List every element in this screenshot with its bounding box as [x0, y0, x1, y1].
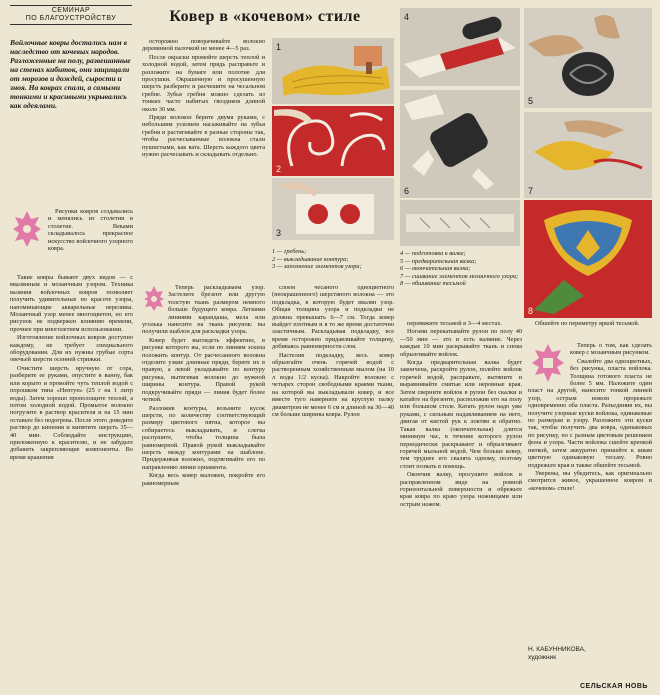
paragraph: Свалейте два одноцветных, без рисунка, пласта войлока. Толщина готового пласта не более 5 мм. Наложите один пласт на другой, нанесите тонкой линией узор, острым ножом прорежьте одновременно оба пласта. Разъединив их, вы получите узорные куски войлока, одинаковые по размерам и узору. Разложите эти куски так, чтобы получить два ковра, одинаковых по рисунку, но с разным цветовым решением фона и узора. Части войлока сшейте крепкой ниткой, затем аккуратно пришейте к швам цветную одинаковую тесьму. Ровно подрежьте края и также обшейте тесьмой.	[528, 357, 652, 469]
svg-text:2: 2	[276, 164, 282, 174]
legend-item: 4 — подготовка к валке;	[400, 250, 466, 257]
figure-4-roll-preparation	[400, 8, 520, 86]
paragraph: Ковер будет выглядеть эффектнее, в рисунке которого вы, если по линиям эскиза положить контур. От расчесанного волокна отделите узкие длинные пряди, берите их в правую, а левой укладывайте по контуру рисунка, вытягивая волокно до нужной ширины контура. Правой рукой подкручивайте пряди — линия будет более четкой.	[142, 336, 265, 404]
svg-text:7: 7	[528, 186, 534, 196]
figure-6-final-felting	[400, 90, 520, 198]
legend-left	[272, 248, 394, 271]
paragraph: Рисунки ковров создавались и менялись из столетия в столетие. Веками складывалось прекрасное искусство войлочного узорного ковра.	[48, 208, 133, 253]
legend-item: 2 — выкладывание контура;	[272, 255, 349, 263]
legend-right	[400, 250, 522, 288]
svg-text:8: 8	[528, 306, 534, 316]
figure-1-comb	[272, 38, 394, 104]
pink-ornament-icon	[10, 208, 44, 250]
figure-2-contour	[272, 106, 394, 176]
figure-3-fill-pattern	[272, 178, 394, 240]
article-title: Ковер в «кочевом» стиле	[169, 8, 361, 25]
text-column-1a	[48, 208, 133, 272]
paragraph: перевяжите тесьмой в 3—4 местах.	[407, 320, 502, 327]
legend-item: 7 — сшивание элементов мозаичного узора;	[400, 272, 519, 280]
legend-item: 5 — предварительная валка;	[400, 257, 477, 265]
paragraph: После окраски промойте шерсть теплой и холодной водой, затем прядь расправьте и разложите на бумаге или полотне для просушки. Окрашенную и просушенную шерсть разберите и расчешите на чесальном гребне. Зубья гребня можно сделать из тонких часто набитых гвоздиков длиной около 30 мм.	[142, 53, 265, 113]
paragraph: Такие ковры бывают двух видов — с ввалянным и мозаичным узором. Техника валяния войлочных ковров позволяет получить удивительные по красоте узоры, напоминающие акварельные переливы. Мозаичный узор менее многоцветен, но его рисунок не подвержен влиянию времени, прочнее при многолетнем использовании.	[10, 274, 133, 333]
figure-felt-tools	[400, 200, 520, 246]
legend-item: 8 — обшивание тесьмой	[400, 280, 466, 288]
paragraph: Когда весь ковер выложен, покройте его равномерным	[142, 472, 265, 487]
svg-text:5: 5	[528, 96, 534, 106]
paragraph: Окончив валку, просушите войлок в расправленном виде на ровной горизонтальной поверхности и обрежьте края ковра по краю узора ножницами или острым ножом.	[400, 471, 522, 508]
svg-text:6: 6	[404, 186, 410, 196]
paragraph: Ногами перекатывайте рулон по полу 40—50 мин — это и есть валяние. Через каждые 10 мин раскрывайте ткань и снова обрызгивайте войлок.	[400, 328, 522, 358]
paragraph: Уверены, вы убедитесь, как оригинально смотрится живое, украшенное ковром в «кочевом» стиле!	[528, 469, 652, 492]
legend-item: 1 — гребень;	[272, 248, 307, 255]
paragraph: Пряди волокон берите двумя руками, с небольшим усилием насаживайте на зубья гребня и растягивайте в разные стороны так, чтобы расчесываемые волокна стали пушистыми, как вата. Шерсть каждого цвета нужно расчесывать и складывать отдельно.	[142, 114, 265, 159]
text-column-5a	[528, 320, 652, 338]
text-column-1b	[10, 274, 133, 694]
text-column-2b	[142, 284, 265, 694]
svg-text:3: 3	[276, 228, 282, 238]
paragraph: Теперь о том, как сделать ковер с мозаичным рисунком.	[570, 342, 652, 357]
svg-text:4: 4	[404, 12, 410, 22]
paragraph: слоем чесаного одноцветного (неокрашенного) шерстяного волокна — это подкладка, в которую будет ввалян узор. Общая толщина узора и подкладки не должна превышать 6—7 см. Тогда ковер выйдет плотным и в то же время достаточно эластичным. Раскладывая подкладку, все время осторожно придавливайте толщину, добиваясь равномерности слоя.	[272, 284, 394, 351]
text-column-4	[400, 320, 522, 694]
paragraph: Разложив контуры, возьмите кусок шерсти, по количеству соответствующий размеру цветового пятна, которое вы собираетесь выкладывать, и слегка распушите, чтобы толщина была равномерной. Правой рукой выкладывайте шерсть между контурами на шаблоне. Придерживая волокно, подтягивайте его по направлению линии орнамента.	[142, 404, 265, 471]
paragraph: Очистите шерсть вручную от сора, разберите ее руками, опустите в ванну, бак или корыто и промойте чуть теплой водой с порошком типа «Нептун» (25 г на 1 литр воды). Затем хорошо прополощите теплой, а потом холодной водой. Промытое волокно погрузите в раствор красителя и на 15 мин оставьте без подогрева. После этого доведите раствор до кипения и кипятите шерсть 35—40 мин. Соблюдайте инструкцию, приложенную к красителю, и не забудьте добавить закрепляющие компоненты. Во время крашения	[10, 364, 133, 461]
svg-text:1: 1	[276, 42, 282, 52]
legend-item: 6 — окончательная валка;	[400, 265, 471, 273]
figure-8-edge-binding	[524, 200, 652, 318]
magazine-footer: СЕЛЬСКАЯ НОВЬ	[580, 683, 648, 690]
text-column-5b	[528, 342, 652, 642]
figure-5-preliminary-felting	[524, 8, 652, 108]
legend-item: 3 — заполнение элементов узора;	[272, 263, 362, 271]
author-signature: Н. КАБУННИКОВА, художник	[528, 646, 586, 661]
paragraph: Изготовление войлочных ковров доступно каждому, не требует специального оборудования. Для их нужны грубые сорта овечьей шерсти осенней стрижки.	[10, 334, 133, 364]
section-rubric: СЕМИНАР ПО БЛАГОУСТРОЙСТВУ	[10, 5, 132, 25]
figure-7-sewing-mosaic	[524, 112, 652, 198]
lead-paragraph: Войлочные ковры достались нам в наследство от кочевых народов. Разложенные на полу, развешанные на стенах кибиток, они защищали от морозов и дождей, сырости и зноя. На коврах спали, а самыми тонкими и красивыми укрывались как одеялами.	[10, 38, 131, 110]
text-column-3	[272, 284, 394, 694]
paragraph: осторожно поворачивайте волокно деревянной палочкой не менее 4—5 раз.	[142, 38, 265, 53]
paragraph: Настелив подкладку, весь ковер обрызгайте очень горячей водой с растворенным хозяйственным мылом (на 10 л воды 1/2 куска). Накройте волокно с четырех сторон свободными краями ткани, на которой вы выкладывали ковер, и все вместе туго наверните на круглую палку диаметром не менее 6 см и длиной на 30—40 см больше ширины ковра. Рулон	[272, 351, 394, 418]
paragraph: Теперь раскладываем узор. Застелите брезент или другую толстую ткань размером немного больше будущего ковра. Легкими линиями карандаша, мела или уголька нанесите на ткань рисунок: вы получили шаблон для раскладки узора.	[142, 284, 265, 336]
paragraph: Когда предварительная валка будет закончена, раскройте рулон, полейте войлок горячей водой, расправьте, вытяните и выравнивайте смятые или неровные края. Затем сверните войлок в рулон без скалки и катайте на брезенте, расположив его на полу или большом столе. Катать рулон надо уже руками, с сильным надавливанием на него, двигая от кистей рук к локтям и обратно. Такая валка (окончательная) длится минимум час, в течение которого рулон периодически раскрывают и обрызгивают горячей мыльной водой. Чем больше ковер, тем труднее его свалять одному, поэтому стоит позвать в помощь.	[400, 359, 522, 470]
paragraph: Обшейте по периметру яркой тесьмой.	[535, 320, 640, 327]
text-column-2a	[142, 38, 265, 248]
